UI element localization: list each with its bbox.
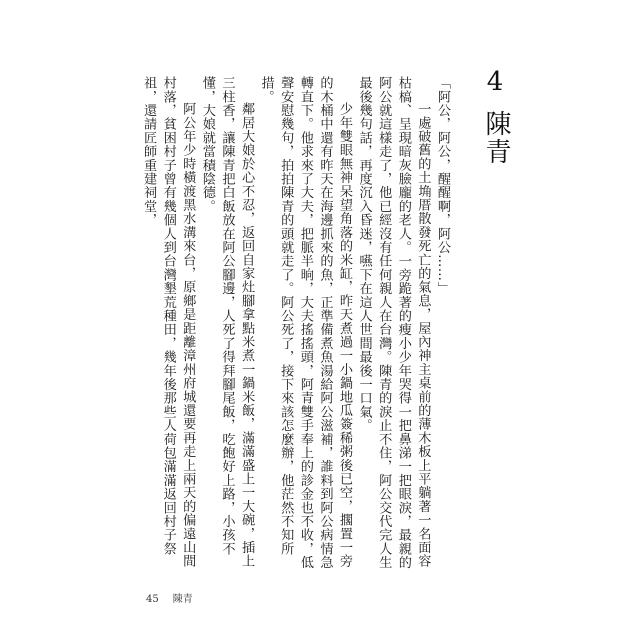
paragraph: 一處破舊的土埆厝散發死亡的氣息，屋內神主桌前的薄木板上平躺著一名面容枯槁、呈現暗灰臉龐的老人。一旁跪著的瘦小少年哭得一把鼻涕一把眼淚，最親的阿公就這樣走了，他已經沒有任何親人在台灣。陳青的淚止不住，阿公交代完人生最後幾句話，再度沉入昏迷，嚥下在這人世間最後一口氣。 xyxy=(356,76,431,570)
running-title: 陳青 xyxy=(172,594,193,605)
page-footer xyxy=(146,590,193,605)
paragraph-dialogue: 「阿公，阿公，醒醒啊，阿公……」 xyxy=(435,76,450,296)
chapter-number: 4 xyxy=(486,67,506,97)
paragraph: 阿公年少時橫渡黑水溝來台，原鄉是距離漳州府城還要再走上兩天的偏遠山間村落，貧困村子曾有幾個人到台灣墾荒種田，幾年後那些人荷包滿滿返回村子祭祖，還請匠師重建祠堂， xyxy=(141,76,196,569)
chapter-heading xyxy=(476,62,516,166)
body-text xyxy=(141,76,458,574)
paragraph: 少年雙眼無神呆望角落的米缸，昨天煮過一小鍋地瓜簽稀粥後已空，擱置一旁的木桶中還有昨天在海邊抓來的魚，正準備煮魚湯給阿公滋補，誰料到阿公病情急轉直下。他求來了大夫，把脈半晌，大夫搖搖頭，阿青雙手奉上的診金也不收，低聲安慰幾句，拍拍陳青的頭就走了。阿公死了，接下來該怎麼辦，他茫然不知所措。 xyxy=(258,76,353,570)
page-number: 45 xyxy=(146,594,159,605)
paragraph: 鄰居大娘於心不忍，返回自家灶腳拿點米煮一鍋米飯，滿滿盛上一大碗，插上三柱香，讓陳青把白飯放在阿公腳邊，人死了得拜腳尾飯，吃飽好上路，小孩不懂，大娘就當積陰德。 xyxy=(199,76,255,569)
chapter-title: 陳青 xyxy=(481,110,511,166)
